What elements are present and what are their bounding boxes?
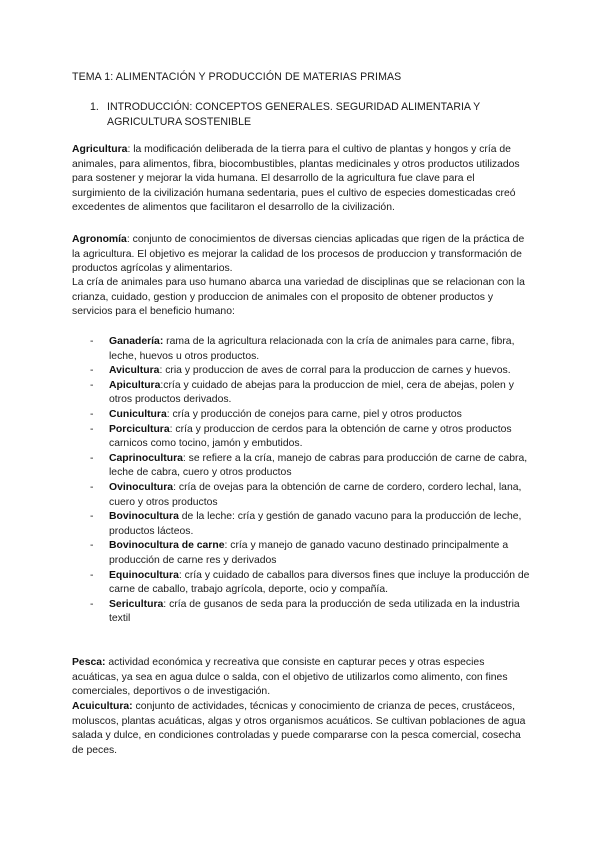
bullet-dash: - <box>90 365 94 377</box>
term-pesca: Pesca: <box>72 657 106 668</box>
list-item <box>90 335 530 364</box>
paragraph-agronomia <box>72 233 530 277</box>
list-item-text: : cría de ovejas para la obtención de carne de cordero, cordero lechal, lana, cuero y otros productos <box>109 481 522 508</box>
list-item-text: : cría y cuidado de caballos para diversos fines que incluye la producción de carne de caballo, trabajo agrícola, deporte, ocio y compañía. <box>109 569 530 596</box>
definition-agricultura: : la modificación deliberada de la tierra para el cultivo de plantas y hongos y cría de animales, para alimentos, fibra, biocombustibles, plantas medicinales y otros productos utilizados para sostener y mejorar la vida humana. El desarrollo de la agricultura fue clave para el surgimiento de la civilización humana sedentaria, pues el cultivo de especies domesticadas creó excedentes de alimentos que facilitaron el desarrollo de la civilización. <box>72 144 520 214</box>
list-item-term: Sericultura <box>109 598 164 610</box>
section-heading <box>90 100 530 129</box>
list-item-text: rama de la agricultura relacionada con la cría de animales para carne, fibra, leche, huevos u otros productos. <box>109 336 515 362</box>
bullet-dash: - <box>90 511 94 523</box>
list-item <box>90 481 530 510</box>
list-item-term: Caprinocultura <box>109 452 183 464</box>
paragraph-pesca <box>72 656 530 700</box>
paragraph-acuicultura <box>72 700 530 758</box>
list-item-term: Ganadería: <box>109 336 164 347</box>
list-item-text: : se refiere a la cría, manejo de cabras para producción de carne de cabra, leche de cabra, cuero y otros productos <box>109 452 528 479</box>
list-item-text: :cría y cuidado de abejas para la produccion de miel, cera de abejas, polen y otros productos derivados. <box>109 379 514 406</box>
list-item-text: : cría y manejo de ganado vacuno destinado principalmente a producción de carne res y derivados <box>109 540 509 566</box>
term-agricultura: Agricultura <box>72 144 128 155</box>
list-item-text: : cría y producción de conejos para carne, piel y otros productos <box>166 408 462 420</box>
list-item-text: : cría y produccion de cerdos para la obtención de carne y otros productos carnicos como tocino, jamón y embutidos. <box>109 423 512 450</box>
section-title: INTRODUCCIÓN: CONCEPTOS GENERALES. SEGURIDAD ALIMENTARIA Y AGRICULTURA SOSTENIBLE <box>107 101 481 128</box>
list-item-term: Avicultura <box>109 365 160 377</box>
list-item <box>90 539 530 568</box>
list-item <box>90 423 530 452</box>
section-number: 1. <box>90 101 99 113</box>
list-item <box>90 569 530 598</box>
bullet-dash: - <box>90 540 94 552</box>
bullet-dash: - <box>90 569 94 581</box>
term-acuicultura: Acuicultura: <box>72 701 133 712</box>
definition-acuicultura: conjunto de actividades, técnicas y conocimiento de crianza de peces, crustáceos, moluscos, plantas acuáticas, algas y otros organismos acuáticos. Se cultivan poblaciones de agua salada y dulce, en condiciones controladas y puede compararse con la pesca comercial, cosecha de peces. <box>72 701 526 756</box>
list-item-term: Bovinocultura de carne <box>109 540 225 552</box>
list-item <box>90 598 530 627</box>
bullet-dash: - <box>90 423 94 435</box>
bullet-dash: - <box>90 408 94 420</box>
definition-agronomia: : conjunto de conocimientos de diversas ciencias aplicadas que rigen de la práctica de la agricultura. El objetivo es mejorar la calidad de los procesos de produccion y transformación de productos agrícolas y alimentarios. <box>72 234 525 275</box>
list-item <box>90 510 530 539</box>
list-item-term: Bovinocultura <box>109 511 179 523</box>
definition-pesca: actividad económica y recreativa que consiste en capturar peces y otras especies acuáticas, ya sea en agua dulce o salda, con el objetivo de utilizarlos como alimento, con fines comerciales, deportivos o de investigación. <box>72 657 508 698</box>
document-title: TEMA 1: ALIMENTACIÓN Y PRODUCCIÓN DE MATERIAS PRIMAS <box>72 71 402 83</box>
bullet-dash: - <box>90 481 94 493</box>
list-item-term: Ovinocultura <box>109 481 174 493</box>
paragraph-cria-intro: La cría de animales para uso humano abarca una variedad de disciplinas que se relacionan con la crianza, cuidado, gestion y produccion de animales con el proposito de obtener productos y servicios para el beneficio humano: <box>72 277 525 318</box>
bullet-dash: - <box>90 452 94 464</box>
list-item <box>90 364 530 379</box>
list-item <box>90 379 530 408</box>
list-item <box>90 452 530 481</box>
list-item <box>90 408 530 423</box>
bullet-dash: - <box>90 598 94 610</box>
list-item-term: Equinocultura <box>109 569 179 581</box>
list-item-term: Apicultura <box>109 379 161 391</box>
animal-disciplines-list <box>90 335 530 627</box>
paragraph-agricultura <box>72 143 530 216</box>
bullet-dash: - <box>90 336 94 347</box>
bullet-dash: - <box>90 379 94 391</box>
list-item-text: : cría de gusanos de seda para la producción de seda utilizada en la industria textil <box>109 598 520 625</box>
list-item-text: de la leche: cría y gestión de ganado vacuno para la producción de leche, productos lácteos. <box>109 511 522 537</box>
list-item-term: Porcicultura <box>109 423 170 435</box>
term-agronomia: Agronomía <box>72 234 127 245</box>
list-item-text: : cria y produccion de aves de corral para la produccion de carnes y huevos. <box>159 365 511 377</box>
list-item-term: Cunicultura <box>109 408 167 420</box>
